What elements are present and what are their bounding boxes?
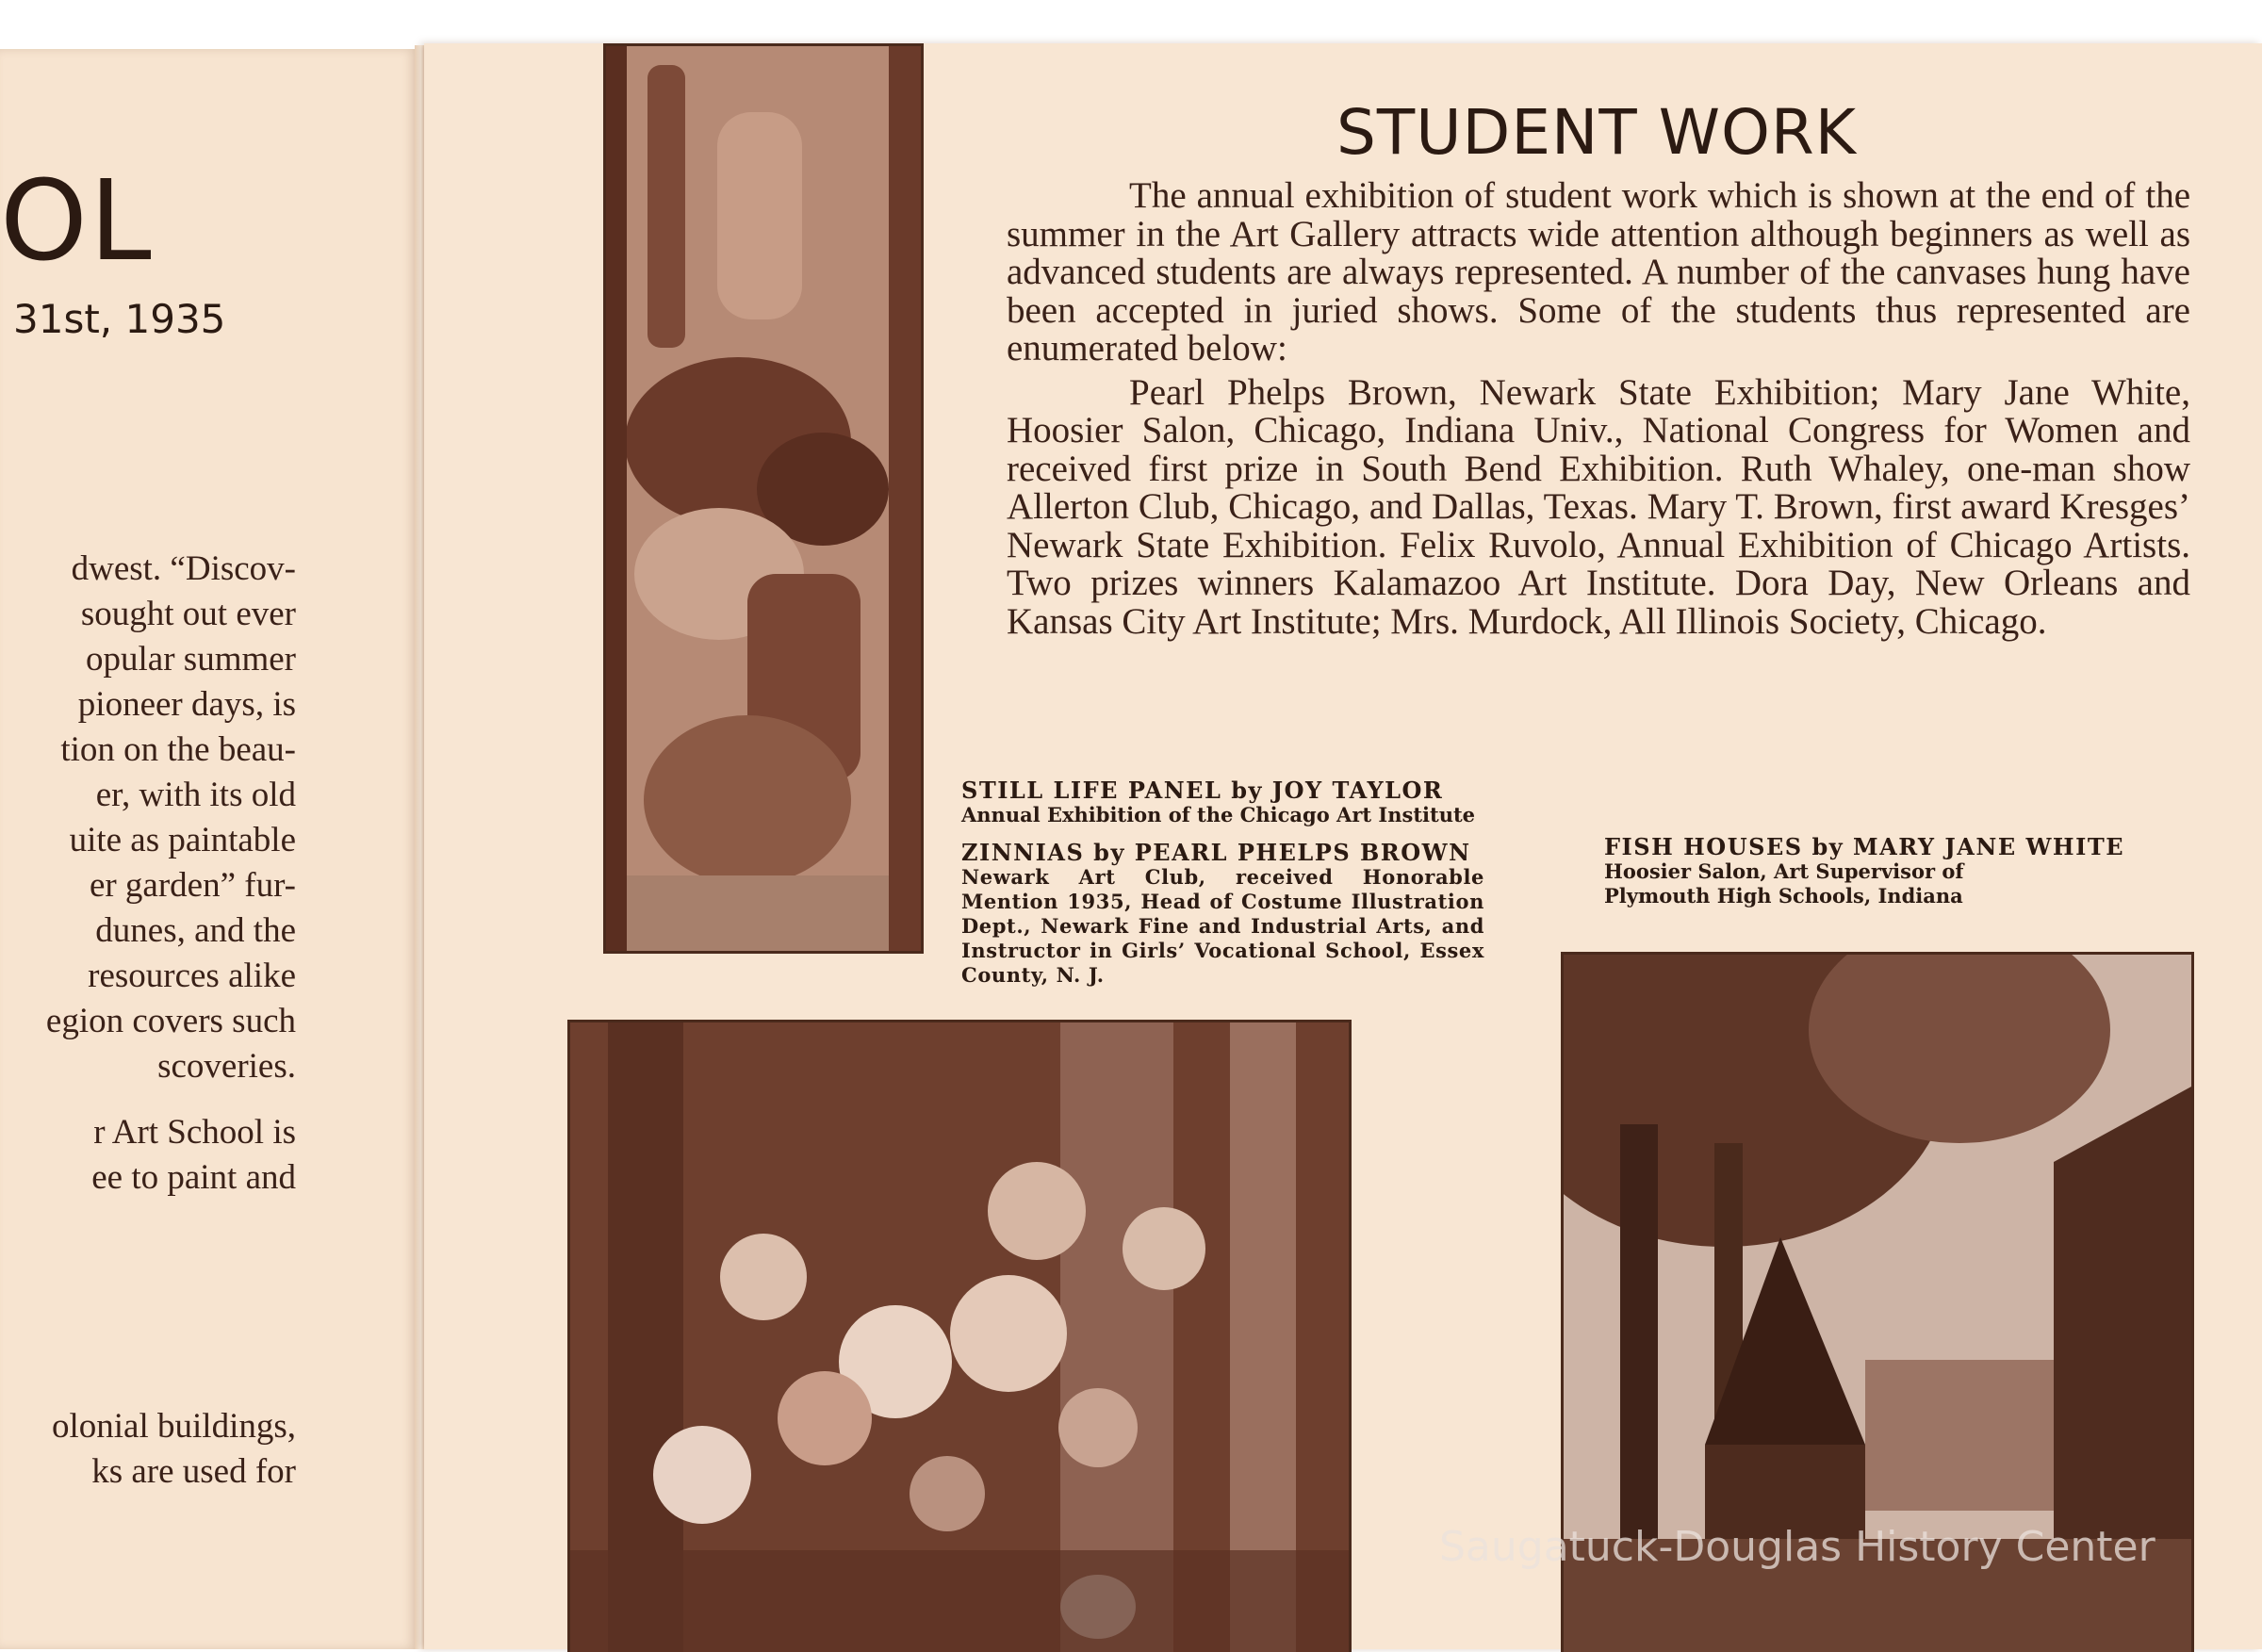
left-text-line: uite as paintable — [69, 821, 296, 859]
left-text-line: olonial buildings, — [52, 1407, 296, 1446]
paragraph-intro: The annual exhibition of student work which is shown at the end of the summer in the Art Gallery attracts wide attention although beginners as well as advanced students are always represented. A number of the canvases hung have been accepted in juried shows. Some of the students thus represented are enumerated below: — [1007, 175, 2190, 368]
left-text-line: egion covers such — [45, 1002, 296, 1040]
still-life-panel-image — [603, 43, 924, 954]
caption-subtitle-line: Hoosier Salon, Art Supervisor of — [1604, 859, 1964, 883]
left-text-column — [0, 547, 296, 1201]
left-text-line: pioneer days, is — [77, 685, 296, 724]
left-text-line: r Art School is — [93, 1113, 296, 1152]
left-text-line: er garden” fur- — [89, 866, 296, 905]
caption-subtitle-line: Plymouth High Schools, Indiana — [1604, 884, 1963, 908]
caption-subtitle: Annual Exhibition of the Chicago Art Institute — [961, 803, 1476, 826]
caption-subtitle: Newark Art Club, received Honorable Mention 1935, Head of Costume Illustration Dept., Newark Fine and Industrial Arts, and Instructor in Girls’ Vocational School, Essex County, N. J. — [961, 865, 1484, 987]
zinnias-painting-image — [567, 1020, 1352, 1652]
left-text-line: ks are used for — [91, 1452, 296, 1491]
left-text-line: tion on the beau- — [60, 730, 296, 769]
caption-still-life — [961, 778, 1602, 827]
paragraph-students: Pearl Phelps Brown, Newark State Exhibition; Mary Jane White, Hoosier Salon, Chicago, Indiana Univ., National Congress for Women and received first prize in South Bend Exhibition. Ruth Whaley, one-man show Allerton Club, Chicago, and Dallas, Texas. Mary T. Brown, first award Kresges’ Newark State Exhibition. Felix Ruvolo, Annual Exhibition of Chicago Artists. Two prizes winners Kalamazoo Art Institute. Dora Day, New Orleans and Kansas City Art Institute; Mrs. Murdock, All Illinois Society, Chicago. — [1007, 371, 2190, 642]
caption-title: STILL LIFE PANEL by JOY TAYLOR — [961, 777, 1444, 804]
left-text-line: resources alike — [88, 957, 296, 995]
left-title-fragment: OL — [0, 155, 154, 286]
left-text-line: ee to paint and — [91, 1158, 296, 1197]
caption-title: ZINNIAS by PEARL PHELPS BROWN — [961, 839, 1471, 866]
watermark: Saugatuck-Douglas History Center — [1439, 1523, 2155, 1571]
caption-fish-houses — [1604, 835, 2170, 908]
left-text-column-lower — [0, 1404, 296, 1495]
left-text-line: dunes, and the — [95, 911, 296, 950]
left-text-line: dwest. “Discov- — [71, 549, 296, 588]
caption-zinnias — [961, 841, 1484, 988]
left-text-line: sought out ever — [80, 595, 296, 633]
left-text-line: er, with its old — [95, 776, 296, 814]
article-body — [1007, 177, 2190, 646]
left-text-line: opular summer — [86, 640, 296, 679]
caption-title: FISH HOUSES by MARY JANE WHITE — [1604, 833, 2124, 860]
page-heading: STUDENT WORK — [1336, 96, 1858, 169]
left-date-fragment: 31st, 1935 — [13, 296, 226, 342]
left-text-line: scoveries. — [157, 1047, 296, 1086]
